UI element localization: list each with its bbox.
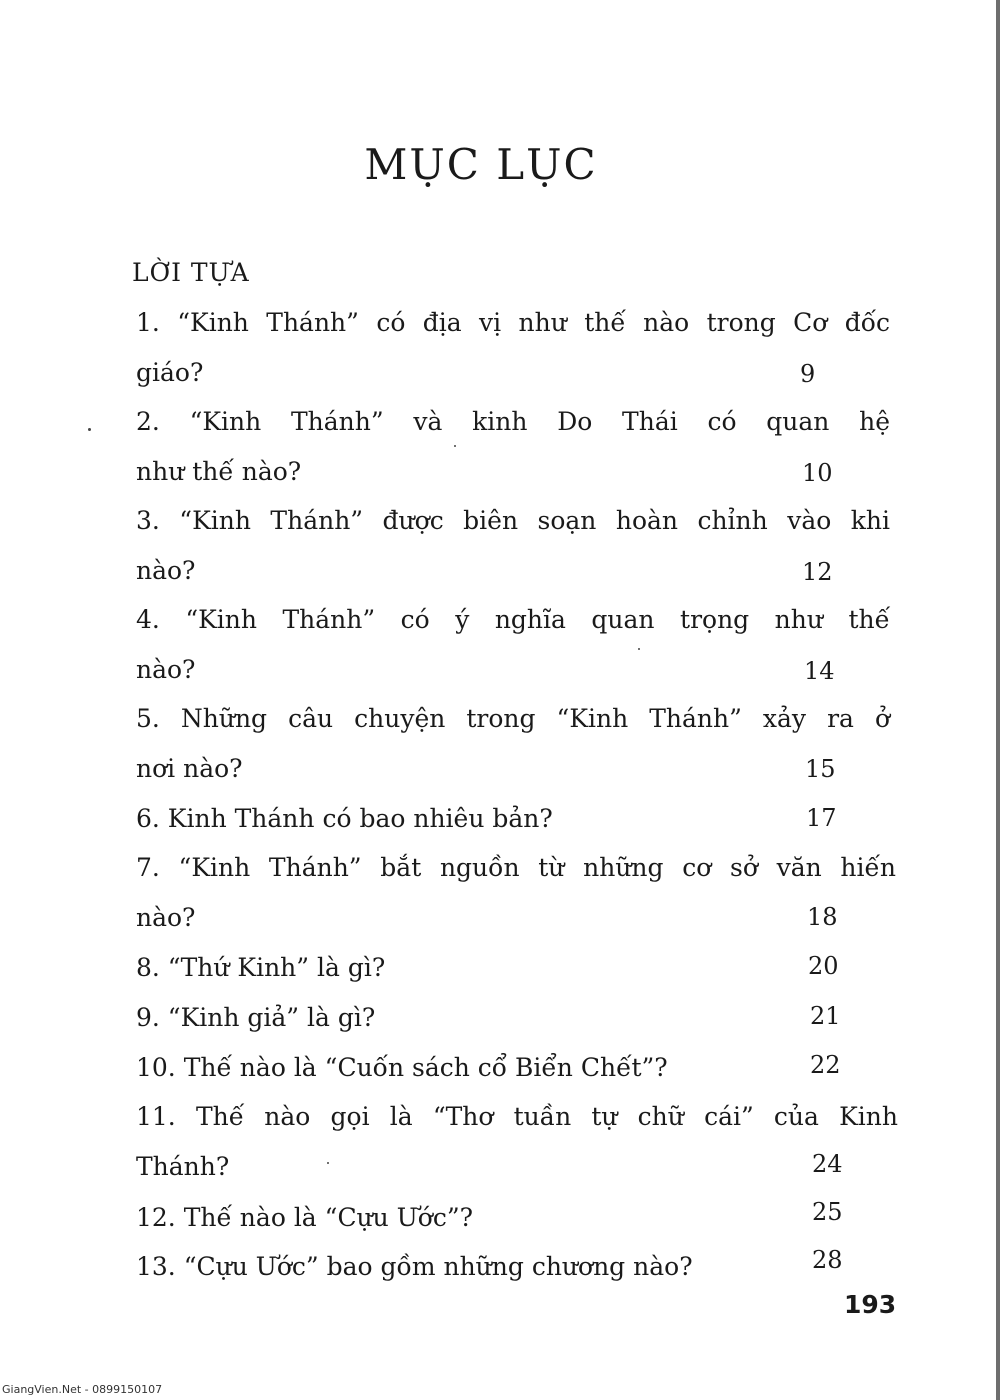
toc-entry-2-line2: như thế nào? [136,457,302,486]
toc-entry-12-line1: 12. Thế nào là “Cựu Ước”? [136,1203,474,1232]
toc-entry-11-line2: Thánh? [136,1152,230,1181]
toc-entry-11-page: 24 [812,1150,843,1178]
toc-entry-11-line1: 11. Thế nào gọi là “Thơ tuần tự chữ cái” của Kinh [136,1102,898,1131]
toc-entry-3-line1: 3. “Kinh Thánh” được biên soạn hoàn chỉnh vào khi [136,506,890,535]
toc-entry-12-page: 25 [812,1198,843,1226]
scan-edge [996,0,1000,1400]
toc-entry-2-line1: 2. “Kinh Thánh” và kinh Do Thái có quan hệ [136,407,890,436]
toc-entry-7-page: 18 [807,903,838,931]
toc-entry-7-line1: 7. “Kinh Thánh” bắt nguồn từ những cơ sở văn hiến [136,853,896,882]
watermark: GiangVien.Net - 0899150107 [2,1383,163,1396]
toc-entry-3-page: 12 [802,558,833,586]
toc-entry-7-line2: nào? [136,903,196,932]
toc-entry-4-page: 14 [804,657,835,685]
scan-speck [454,445,456,447]
toc-entry-1-page: 9 [800,360,816,388]
scan-speck [638,648,640,650]
toc-entry-6-line1: 6. Kinh Thánh có bao nhiêu bản? [136,804,553,833]
page-number: 193 [844,1290,897,1319]
page-title: MỤC LỤC [364,140,598,189]
toc-entry-10-line1: 10. Thế nào là “Cuốn sách cổ Biển Chết”? [136,1053,668,1082]
toc-entry-2-page: 10 [802,459,833,487]
toc-entry-13-page: 28 [812,1246,843,1274]
toc-entry-8-line1: 8. “Thứ Kinh” là gì? [136,953,386,982]
scan-speck [327,1162,329,1164]
toc-entry-1-line1: 1. “Kinh Thánh” có địa vị như thế nào trong Cơ đốc [136,308,890,337]
toc-entry-5-line2: nơi nào? [136,754,243,783]
toc-entry-5-line1: 5. Những câu chuyện trong “Kinh Thánh” xảy ra ở [136,704,890,733]
toc-entry-3-line2: nào? [136,556,196,585]
toc-entry-4-line1: 4. “Kinh Thánh” có ý nghĩa quan trọng như thế [136,605,890,634]
toc-entry-1-line2: giáo? [136,358,204,387]
toc-entry-10-page: 22 [810,1051,841,1079]
toc-entry-4-line2: nào? [136,655,196,684]
toc-preface: LỜI TỰA [132,258,250,287]
scan-speck [88,428,91,431]
toc-entry-9-line1: 9. “Kinh giả” là gì? [136,1003,376,1032]
toc-entry-6-page: 17 [806,804,837,832]
toc-entry-9-page: 21 [810,1002,841,1030]
toc-entry-13-line1: 13. “Cựu Ước” bao gồm những chương nào? [136,1252,693,1281]
toc-entry-5-page: 15 [805,755,836,783]
toc-entry-8-page: 20 [808,952,839,980]
